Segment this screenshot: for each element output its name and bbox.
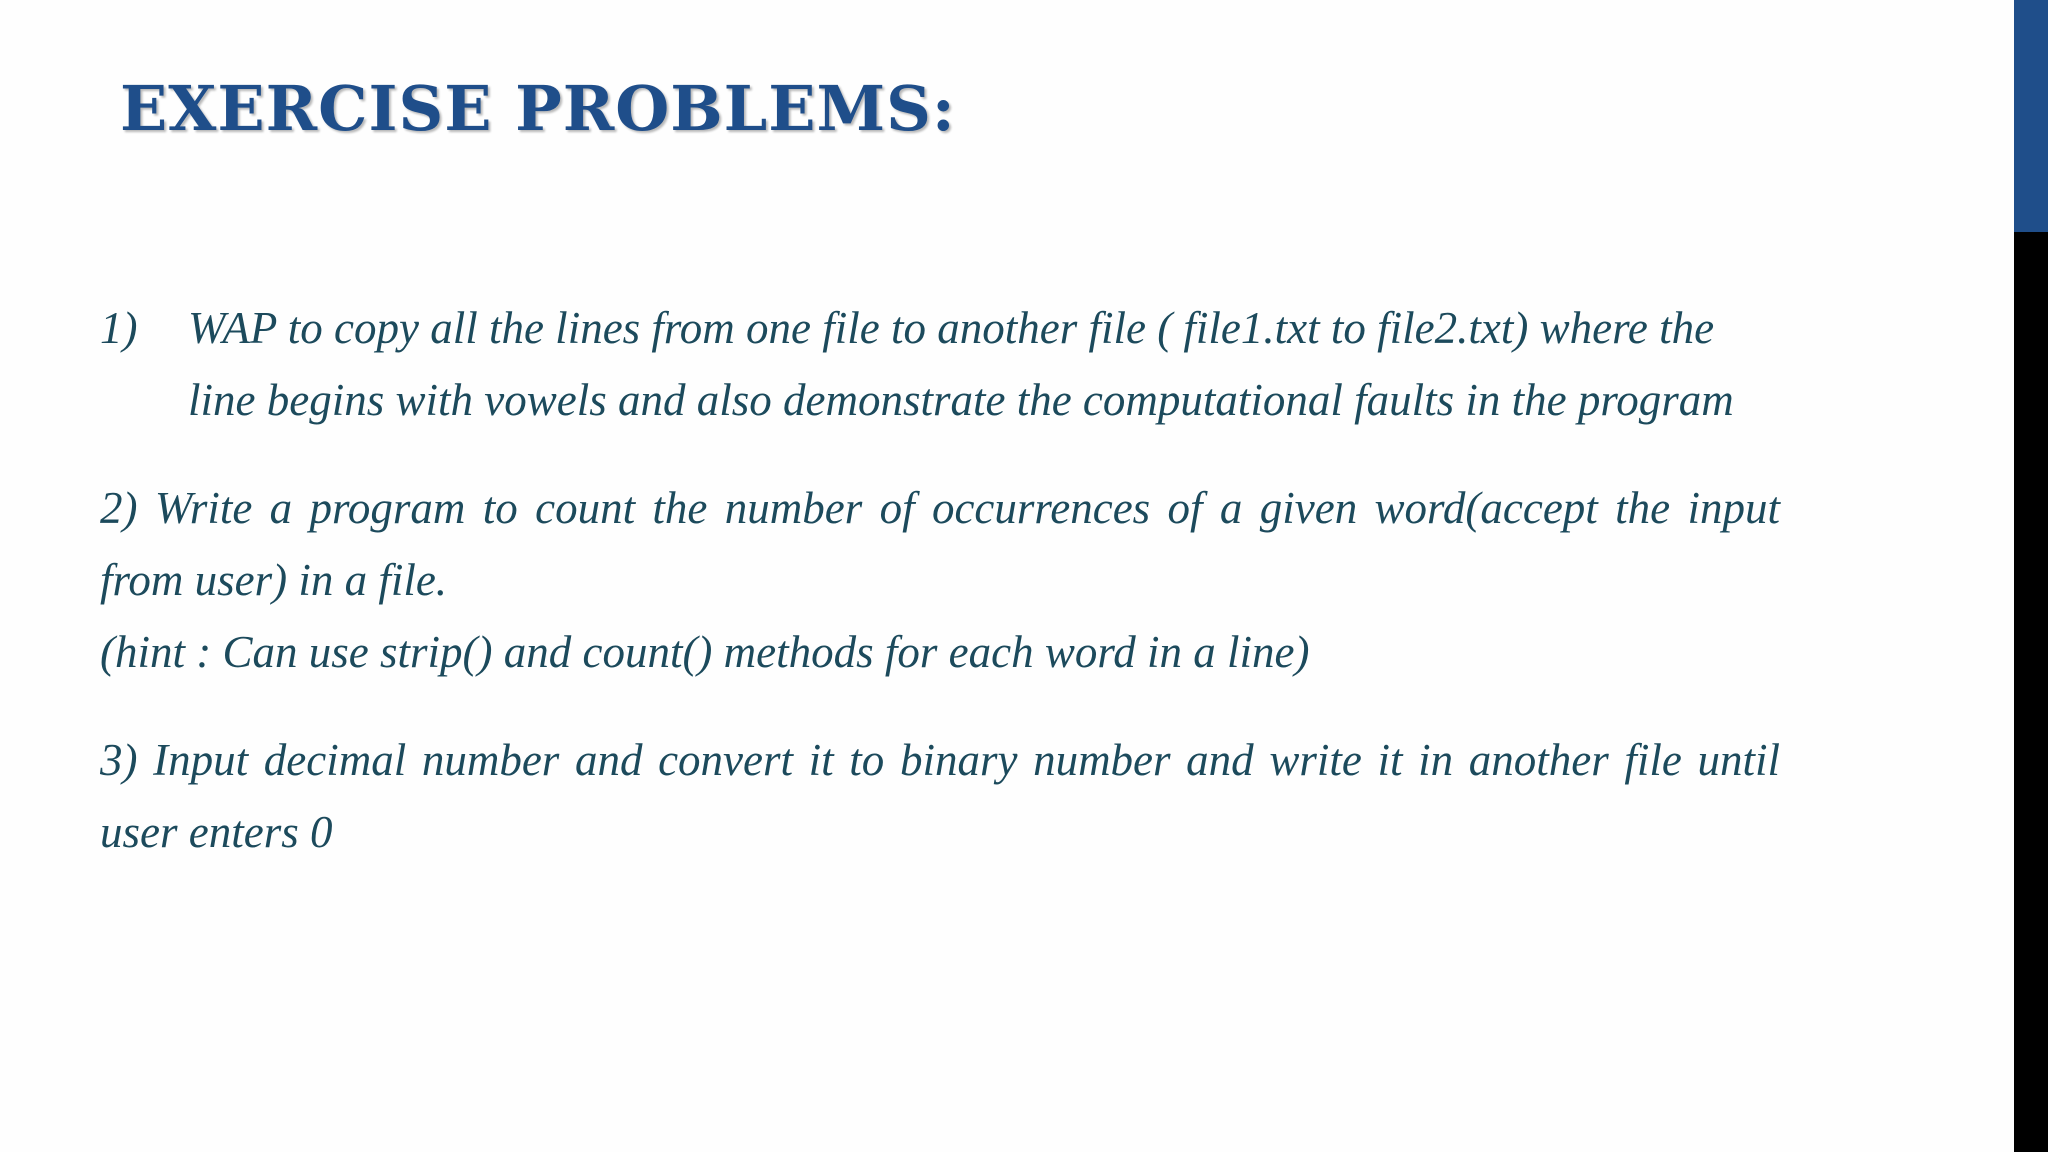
side-bar-accent xyxy=(2014,0,2048,232)
exercise-item-2 xyxy=(100,472,1780,688)
exercise-item-1-number: 1) xyxy=(100,303,138,353)
exercise-item-1 xyxy=(100,292,1780,436)
exercise-item-3-text: 3) Input decimal number and convert it to binary number and write it in another file until user enters 0 xyxy=(100,735,1780,857)
exercise-item-2-text: 2) Write a program to count the number of occurrences of a given word(accept the input from user) in a file. xyxy=(100,483,1780,605)
slide-title: EXERCISE PROBLEMS: xyxy=(120,72,956,145)
exercise-item-1-text: WAP to copy all the lines from one file to another file ( file1.txt to file2.txt) where the line begins with vowels and also demonstrate the computational faults in the program xyxy=(188,303,1734,425)
exercise-item-2-hint: (hint : Can use strip() and count() methods for each word in a line) xyxy=(100,627,1310,677)
exercise-list xyxy=(100,292,1780,904)
